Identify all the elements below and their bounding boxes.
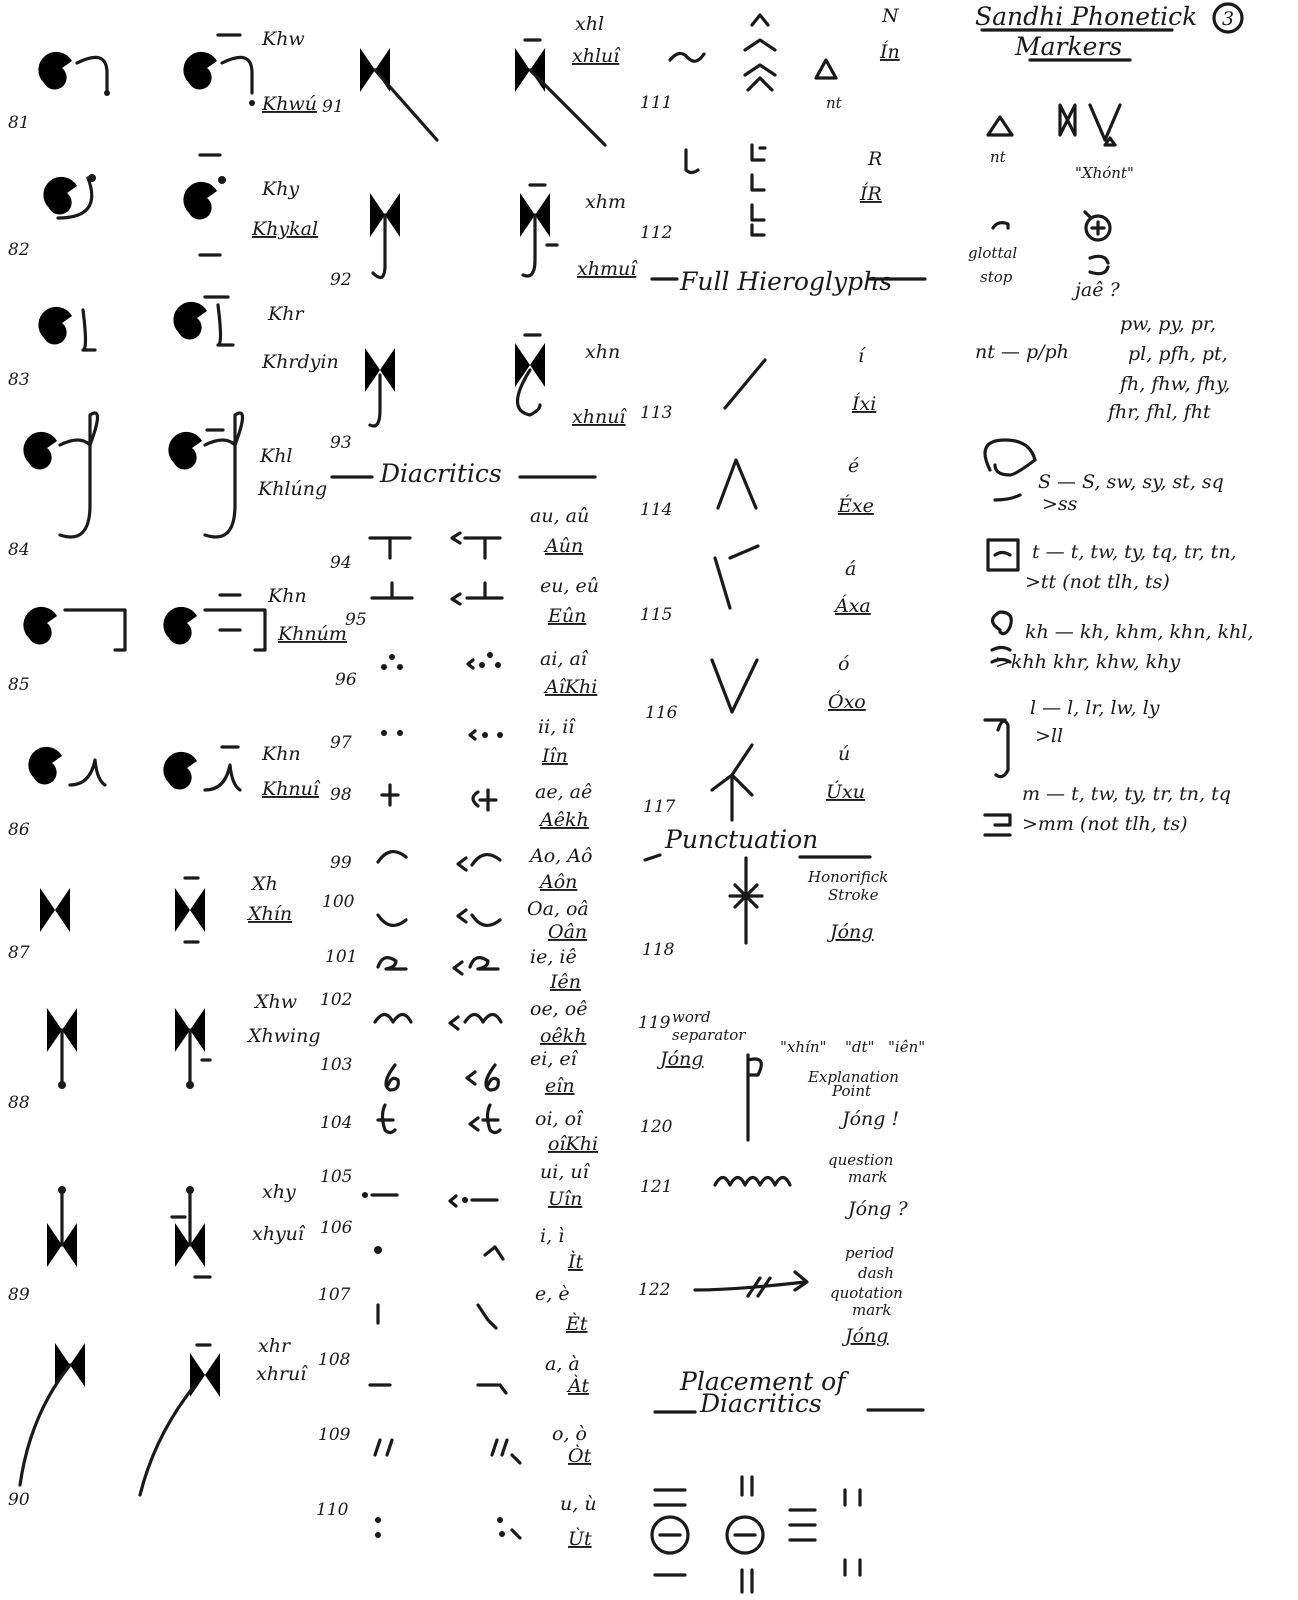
handwritten-text: eu, eû <box>540 575 600 597</box>
handwritten-text: 106 <box>320 1218 353 1238</box>
handwritten-text: 104 <box>320 1113 353 1133</box>
handwritten-text: ii, iî <box>538 716 575 738</box>
handwritten-text: 97 <box>330 733 352 753</box>
handwritten-text: nt — p/ph <box>975 341 1069 363</box>
entry-number: 88 <box>8 1093 30 1113</box>
label-bottom: xhyuî <box>252 1223 304 1245</box>
label-top: xhl <box>575 13 605 35</box>
handwritten-text: Markers <box>1015 32 1123 61</box>
entry-number: 82 <box>8 240 30 260</box>
handwritten-text: 94 <box>330 553 352 573</box>
handwritten-text: separator <box>672 1026 746 1044</box>
handwritten-text: e, è <box>535 1283 570 1305</box>
handwritten-text: >tt (not tlh, ts) <box>1025 571 1170 593</box>
handwritten-text: AîKhi <box>545 676 598 698</box>
entry-number: 92 <box>330 270 352 290</box>
handwritten-text: Iîn <box>542 745 568 767</box>
handwritten-text: "xhín" <box>780 1038 827 1056</box>
handwritten-text: Jóng <box>660 1048 704 1070</box>
label-top: Xh <box>252 873 278 895</box>
handwritten-text: oe, oê <box>530 998 588 1020</box>
entry-number: 84 <box>8 540 30 560</box>
handwritten-text: glottal <box>968 244 1018 262</box>
handwritten-text: Óxo <box>828 691 866 713</box>
handwritten-text: 117 <box>643 797 676 817</box>
label-top: xhy <box>262 1181 296 1203</box>
handwritten-text: 108 <box>318 1350 351 1370</box>
handwritten-text: fh, fhw, fhy, <box>1120 373 1231 395</box>
label-bottom: xhnuî <box>572 406 626 428</box>
label-bottom: Khlúng <box>258 478 328 500</box>
handwritten-text: 116 <box>645 703 678 723</box>
handwritten-text: 101 <box>325 947 358 967</box>
handwritten-text: Jóng <box>830 921 874 943</box>
handwritten-text: dash <box>858 1264 894 1282</box>
handwritten-text: nt <box>826 94 842 112</box>
handwritten-text: 109 <box>318 1425 351 1445</box>
diacritic-marks <box>362 533 520 1538</box>
handwritten-text: >ss <box>1042 493 1078 515</box>
handwritten-text: Íxi <box>852 393 877 415</box>
entry-number: 83 <box>8 370 30 390</box>
label-bottom: xhluî <box>572 45 620 67</box>
handwritten-text: a, à <box>545 1353 580 1375</box>
handwritten-text: Eûn <box>548 605 587 627</box>
handwritten-text: 99 <box>330 853 352 873</box>
handwritten-text: ie, iê <box>530 946 577 968</box>
handwritten-text: Òt <box>568 1445 592 1467</box>
handwritten-text: stop <box>980 268 1013 286</box>
handwritten-text: kh — kh, khm, khn, khl, <box>1025 621 1254 643</box>
label-top: Xhw <box>255 991 298 1013</box>
punctuation-heading: Punctuation <box>665 825 819 854</box>
handwritten-text: l — l, lr, lw, ly <box>1030 697 1160 719</box>
handwritten-text: 115 <box>640 605 673 625</box>
handwritten-text: Point <box>832 1082 872 1100</box>
label-top: xhr <box>258 1335 291 1357</box>
entry-number: 86 <box>8 820 30 840</box>
handwritten-text: pw, py, pr, <box>1120 313 1216 335</box>
handwritten-text: eîn <box>545 1075 575 1097</box>
handwritten-text: 111 <box>640 93 673 113</box>
handwritten-text: Ao, Aô <box>530 845 593 867</box>
handwritten-text: jaê ? <box>1075 279 1120 301</box>
handwritten-text: 100 <box>322 892 355 912</box>
handwritten-text: é <box>848 455 860 477</box>
handwritten-text: ú <box>838 743 851 765</box>
handwritten-text: Jóng ! <box>842 1108 900 1130</box>
handwritten-text: Ùt <box>568 1528 592 1550</box>
handwritten-text: 120 <box>640 1117 673 1137</box>
handwritten-text: oi, oî <box>535 1108 583 1130</box>
label-bottom: Khnuî <box>262 778 319 800</box>
handwritten-text: mark <box>852 1301 892 1319</box>
handwritten-text: 107 <box>318 1285 351 1305</box>
handwritten-text: 119 <box>638 1013 671 1033</box>
handwritten-text: mark <box>848 1168 888 1186</box>
handwritten-text: Jóng <box>845 1325 889 1347</box>
handwritten-text: ei, eî <box>530 1048 577 1070</box>
label-bottom: xhruî <box>256 1363 307 1385</box>
handwritten-text: S — S, sw, sy, st, sq <box>1038 471 1224 493</box>
handwritten-text: R <box>868 148 883 170</box>
handwritten-text: 96 <box>335 670 357 690</box>
entry-number: 87 <box>8 943 30 963</box>
label-top: Khw <box>262 28 305 50</box>
handwritten-text: o, ò <box>552 1423 587 1445</box>
diacritics-heading: Diacritics <box>380 459 502 488</box>
handwritten-text: Ìt <box>568 1251 584 1273</box>
label-top: Khn <box>262 743 301 765</box>
handwritten-text: Áxa <box>835 595 871 617</box>
handwritten-text: Aûn <box>545 535 584 557</box>
handwritten-text: á <box>845 558 857 580</box>
entry-number: 90 <box>8 1490 30 1510</box>
handwritten-text: Uîn <box>548 1188 583 1210</box>
handwritten-text: 114 <box>640 500 673 520</box>
handwritten-text: period <box>845 1244 895 1262</box>
handwritten-text: Oân <box>548 921 588 943</box>
handwritten-text: >ll <box>1035 725 1064 747</box>
label-top: Khl <box>260 445 293 467</box>
handwritten-text: u, ù <box>560 1493 597 1515</box>
entry-number: 85 <box>8 675 30 695</box>
label-bottom: Khnúm <box>278 623 347 645</box>
handwritten-text: 121 <box>640 1177 673 1197</box>
label-bottom: Xhín <box>248 903 293 925</box>
handwritten-text: Aôn <box>540 871 578 893</box>
handwritten-text: ai, aî <box>540 648 587 670</box>
entry-number: 91 <box>322 97 344 117</box>
handwritten-text: Explanation <box>808 1068 899 1086</box>
handwritten-text: Àt <box>568 1375 590 1397</box>
handwritten-text: 118 <box>642 940 675 960</box>
handwritten-text: Éxe <box>838 495 874 517</box>
column3-text <box>638 5 925 1418</box>
handwritten-text: 122 <box>638 1280 671 1300</box>
handwritten-text: Oa, oâ <box>527 898 589 920</box>
handwritten-text: 105 <box>320 1167 353 1187</box>
label-bottom: Xhwing <box>248 1025 321 1047</box>
handwritten-text: 95 <box>345 610 367 630</box>
entry-number: 89 <box>8 1285 30 1305</box>
label-top: Khy <box>262 178 300 200</box>
handwritten-text: oêkh <box>540 1025 587 1047</box>
entry-number: 93 <box>330 433 352 453</box>
handwritten-text: oîKhi <box>548 1133 599 1155</box>
handwritten-text: 98 <box>330 785 352 805</box>
handwritten-text: í <box>858 345 865 367</box>
handwritten-text: "Xhónt" <box>1075 164 1134 182</box>
handwritten-text: Diacritics <box>700 1389 822 1418</box>
label-top: Khn <box>268 585 307 607</box>
handwritten-text: au, aû <box>530 505 590 527</box>
label-top: Khr <box>268 303 304 325</box>
handwritten-text: "dt" <box>845 1038 875 1056</box>
handwritten-text: Stroke <box>828 886 879 904</box>
handwritten-text: Aêkh <box>540 809 589 831</box>
sheet-title: Sandhi Phonetick <box>975 2 1198 31</box>
handwritten-text: Honorifick <box>808 868 889 886</box>
glyph-81-plain <box>38 52 110 96</box>
page-number: 3 <box>1222 8 1235 30</box>
handwritten-text: m — t, tw, ty, tr, tn, tq <box>1022 783 1231 805</box>
handwritten-text: 103 <box>320 1055 353 1075</box>
placement-heading: Placement of <box>680 1367 846 1396</box>
handwritten-text: 110 <box>316 1500 349 1520</box>
handwritten-text: pl, pfh, pt, <box>1128 343 1228 365</box>
handwritten-text: ae, aê <box>535 781 593 803</box>
handwritten-text: ÍR <box>860 183 882 205</box>
handwritten-text: Jóng ? <box>848 1198 908 1220</box>
handwritten-text: 112 <box>640 223 673 243</box>
handwritten-text: word <box>672 1008 711 1026</box>
handwritten-text: "iên" <box>888 1038 926 1056</box>
handwritten-text: quotation <box>830 1284 903 1302</box>
handwritten-text: 113 <box>640 403 673 423</box>
handwritten-text: nt <box>990 148 1006 166</box>
handwritten-text: question <box>828 1151 894 1169</box>
handwritten-text: Ín <box>880 41 900 63</box>
glyph-81-marked <box>183 35 255 106</box>
handwritten-text: Úxu <box>826 781 865 803</box>
label-bottom: Khrdyin <box>262 351 339 373</box>
label-bottom: Khykal <box>252 218 319 240</box>
label-bottom: xhmuî <box>577 258 637 280</box>
handwritten-text: ui, uî <box>540 1161 589 1183</box>
column2-text <box>316 13 638 1550</box>
handwritten-text: t — t, tw, ty, tq, tr, tn, <box>1032 541 1237 563</box>
label-bottom: Khwú <box>262 93 317 115</box>
handwritten-text: Iên <box>550 971 581 993</box>
handwritten-text: 102 <box>320 990 353 1010</box>
handwritten-text: N <box>882 5 899 27</box>
handwritten-text: >khh khr, khw, khy <box>995 651 1181 673</box>
handwritten-text: ó <box>838 653 850 675</box>
label-top: xhm <box>585 191 626 213</box>
entry-number: 81 <box>8 113 30 133</box>
handwritten-text: Èt <box>566 1313 588 1335</box>
label-top: xhn <box>585 341 621 363</box>
handwritten-text: fhr, fhl, fht <box>1108 401 1211 423</box>
full-hieroglyphs-heading: Full Hieroglyphs <box>680 267 893 296</box>
handwritten-text: i, ì <box>540 1225 565 1247</box>
handwritten-text: >mm (not tlh, ts) <box>1022 813 1188 835</box>
